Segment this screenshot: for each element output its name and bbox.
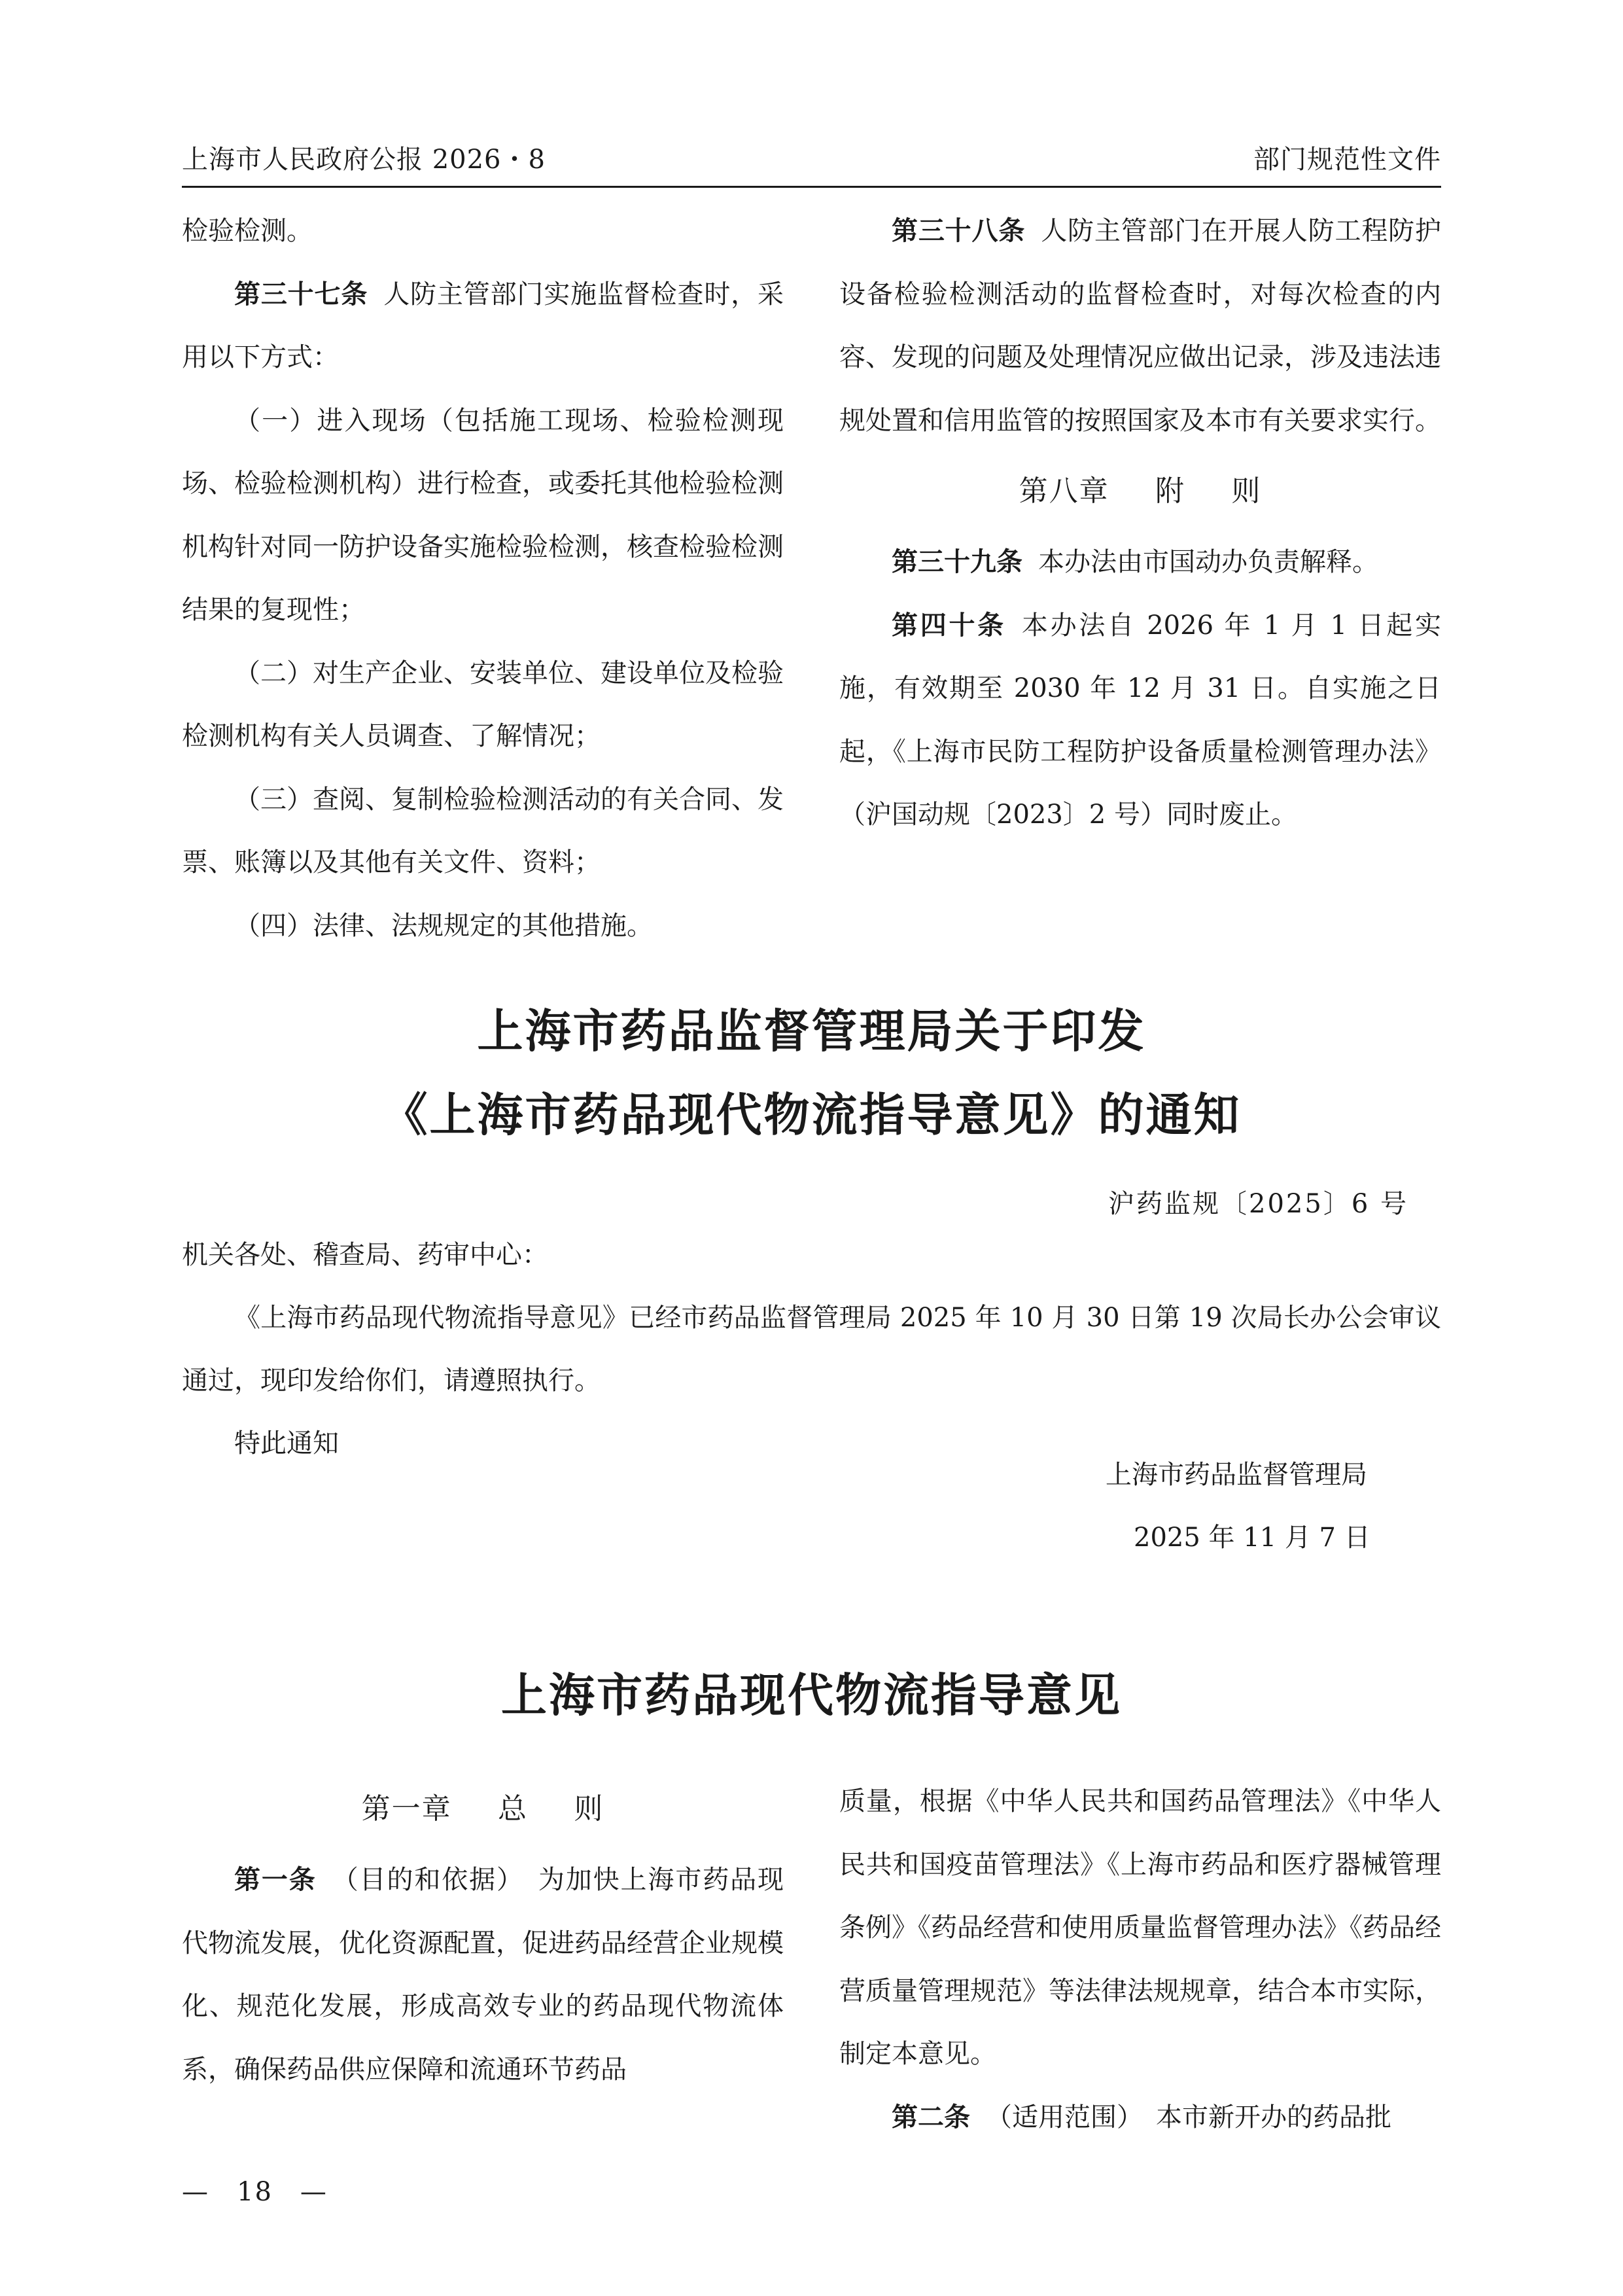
article-38: [839, 200, 1441, 452]
notice-title-line-1: 上海市药品监督管理局关于印发: [477, 1004, 1146, 1058]
article-37-text: 人防主管部门实施监督检查时，采用以下方式：: [182, 279, 784, 372]
article-37-label: 第三十七条: [234, 279, 368, 309]
article-1-continuation: 质量，根据《中华人民共和国药品管理法》《中华人民共和国疫苗管理法》《上海市药品和医疗器械管理条例》《药品经营和使用质量监督管理办法》《药品经营质量管理规范》等法律法规规章，结合本市实际，制定本意见。: [839, 1786, 1441, 2069]
page-number: — 18 —: [182, 2177, 328, 2207]
article-37: [182, 263, 784, 389]
guidance-left-column: [182, 1770, 784, 2101]
article-39-label: 第三十九条: [892, 547, 1022, 577]
notice-recipients: 机关各处、稽查局、药审中心：: [182, 1240, 548, 1270]
notice-date: 2025 年 11 月 7 日: [1134, 1523, 1370, 1553]
notice-title-line-2: 《上海市药品现代物流指导意见》的通知: [381, 1088, 1242, 1142]
chapter-8-number: 第八章: [1019, 474, 1109, 508]
notice-closing: 特此通知: [234, 1428, 339, 1458]
paragraph-continuation: 检验检测。: [182, 216, 313, 246]
article-40: [839, 594, 1441, 847]
article-37-item-4: （四）法律、法规规定的其他措施。: [234, 910, 653, 941]
article-37-item-3: （三）查阅、复制检验检测活动的有关合同、发票、账簿以及其他有关文件、资料；: [182, 784, 784, 877]
chapter-1-title-1: 总: [498, 1792, 528, 1826]
article-1: [182, 1848, 784, 2101]
chapter-1-heading: [182, 1770, 784, 1848]
chapter-1-number: 第一章: [361, 1792, 452, 1826]
chapter-8-heading: [839, 452, 1441, 531]
guidance-right-column: [839, 1770, 1441, 2149]
guidance-title: 上海市药品现代物流指导意见: [501, 1669, 1122, 1722]
section1-right-column: [839, 200, 1441, 847]
header-section: 部门规范性文件: [1253, 145, 1441, 175]
header-publication: 上海市人民政府公报 2026・8: [182, 145, 546, 175]
header-rule: [182, 186, 1441, 188]
notice-signer: 上海市药品监督管理局: [1106, 1460, 1367, 1490]
notice-content: 《上海市药品现代物流指导意见》已经市药品监督管理局 2025 年 10 月 30 日第 19 次局长办公会审议通过，现印发给你们，请遵照执行。: [182, 1303, 1441, 1396]
article-2-label: 第二条: [892, 2102, 970, 2132]
notice-body: [182, 1224, 1441, 1475]
article-38-label: 第三十八条: [892, 216, 1026, 246]
article-39: [839, 531, 1441, 594]
section1-left-column: [182, 200, 784, 957]
article-2-text: （适用范围） 本市新开办的药品批: [986, 2102, 1391, 2132]
chapter-8-title-1: 附: [1155, 474, 1185, 508]
article-39-text: 本办法由市国动办负责解释。: [1038, 547, 1378, 577]
article-1-text: （目的和依据） 为加快上海市药品现代物流发展，优化资源配置，促进药品经营企业规模化、规范化发展，形成高效专业的药品现代物流体系，确保药品供应保障和流通环节药品: [182, 1865, 784, 2085]
article-38-text: 人防主管部门在开展人防工程防护设备检验检测活动的监督检查时，对每次检查的内容、发现的问题及处理情况应做出记录，涉及违法违规处置和信用监管的按照国家及本市有关要求实行。: [839, 216, 1442, 436]
article-37-item-1: （一）进入现场（包括施工现场、检验检测现场、检验检测机构）进行检查，或委托其他检验检测机构针对同一防护设备实施检验检测，核查检验检测结果的复现性；: [182, 405, 784, 625]
article-2: [839, 2086, 1441, 2149]
chapter-1-title-2: 则: [574, 1792, 604, 1826]
article-37-item-2: （二）对生产企业、安装单位、建设单位及检验检测机构有关人员调查、了解情况；: [182, 658, 784, 751]
article-1-label: 第一条: [234, 1865, 317, 1895]
article-40-text: 本办法自 2026 年 1 月 1 日起实施，有效期至 2030 年 12 月 31 日。自实施之日起，《上海市民防工程防护设备质量检测管理办法》（沪国动规〔2023〕2 号）同时废止。: [839, 610, 1442, 830]
chapter-8-title-2: 则: [1231, 474, 1262, 508]
document-number: 沪药监规〔2025〕6 号: [1108, 1189, 1408, 1219]
article-40-label: 第四十条: [892, 610, 1006, 641]
